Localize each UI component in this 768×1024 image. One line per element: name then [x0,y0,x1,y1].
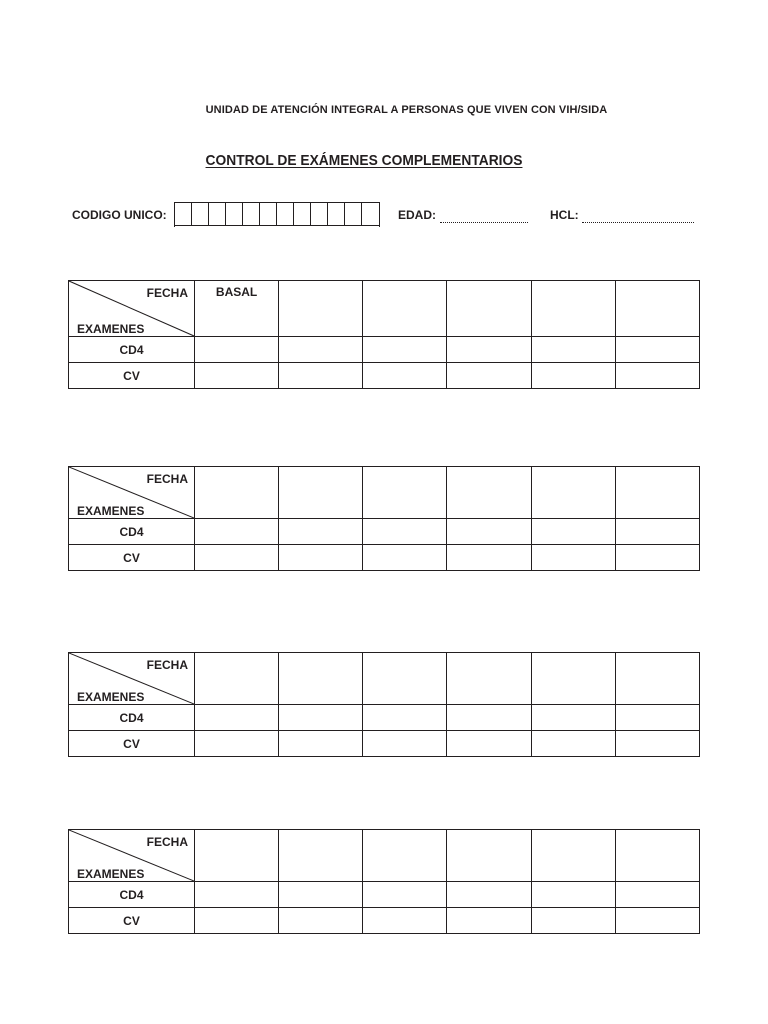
value-cell[interactable] [195,705,279,731]
value-cell[interactable] [363,545,447,571]
value-cell[interactable] [363,705,447,731]
code-box[interactable] [294,203,311,226]
code-box[interactable] [277,203,294,226]
table-row [69,363,700,389]
date-cell[interactable] [615,653,699,705]
corner-header [69,653,195,705]
date-cell[interactable] [447,653,531,705]
value-cell[interactable] [363,908,447,934]
date-cell[interactable] [363,653,447,705]
value-cell[interactable] [447,545,531,571]
date-cell[interactable] [531,467,615,519]
value-cell[interactable] [279,705,363,731]
code-box[interactable] [175,203,192,226]
date-cell[interactable] [531,830,615,882]
edad-label: EDAD: [398,208,436,222]
value-cell[interactable] [195,908,279,934]
value-cell[interactable] [615,705,699,731]
table-row [69,908,700,934]
exam-table-1 [68,280,700,389]
value-cell[interactable] [447,337,531,363]
code-box[interactable] [243,203,260,226]
value-cell[interactable] [279,519,363,545]
code-box[interactable] [209,203,226,226]
date-cell[interactable] [363,467,447,519]
fecha-label: FECHA [146,472,188,486]
date-cell[interactable] [279,653,363,705]
codigo-unico-label: CODIGO UNICO: [72,208,167,222]
date-cell[interactable] [363,830,447,882]
examenes-label: EXAMENES [77,322,145,336]
date-cell[interactable] [531,653,615,705]
value-cell[interactable] [363,337,447,363]
code-box[interactable] [226,203,243,226]
value-cell[interactable] [279,882,363,908]
exam-label-cd4: CD4 [69,882,195,908]
date-cell[interactable] [195,653,279,705]
value-cell[interactable] [195,882,279,908]
date-cell[interactable] [195,830,279,882]
value-cell[interactable] [363,882,447,908]
table-row [69,337,700,363]
value-cell[interactable] [531,545,615,571]
exam-label-cv: CV [69,731,195,757]
table-row [69,545,700,571]
table-row [69,731,700,757]
code-box[interactable] [362,203,379,226]
examenes-label: EXAMENES [77,690,145,704]
value-cell[interactable] [447,705,531,731]
exam-label-cd4: CD4 [69,519,195,545]
value-cell[interactable] [363,519,447,545]
date-cell[interactable] [279,830,363,882]
fecha-label: FECHA [146,835,188,849]
hcl-label: HCL: [550,208,579,222]
date-cell[interactable] [195,467,279,519]
value-cell[interactable] [531,731,615,757]
value-cell[interactable] [447,519,531,545]
exam-table-4 [68,829,700,934]
value-cell[interactable] [195,337,279,363]
value-cell[interactable] [615,545,699,571]
date-cell[interactable] [447,281,531,337]
code-box[interactable] [260,203,277,226]
date-cell-basal[interactable]: BASAL [195,281,279,337]
value-cell[interactable] [279,337,363,363]
value-cell[interactable] [195,545,279,571]
value-cell[interactable] [447,363,531,389]
table-row [69,705,700,731]
value-cell[interactable] [531,363,615,389]
code-box[interactable] [345,203,362,226]
value-cell[interactable] [615,363,699,389]
exam-label-cv: CV [69,908,195,934]
form-title: CONTROL DE EXÁMENES COMPLEMENTARIOS [205,152,523,169]
exam-label-cv: CV [69,363,195,389]
exam-table-2 [68,466,700,571]
date-cell[interactable] [531,281,615,337]
value-cell[interactable] [279,545,363,571]
date-cell[interactable] [447,467,531,519]
code-box[interactable] [328,203,345,226]
value-cell[interactable] [447,908,531,934]
value-cell[interactable] [195,363,279,389]
code-box[interactable] [311,203,328,226]
corner-header [69,281,195,337]
hcl-field[interactable] [582,222,694,223]
value-cell[interactable] [531,882,615,908]
exam-table-3 [68,652,700,757]
id-row [72,202,712,226]
value-cell[interactable] [195,519,279,545]
date-cell[interactable] [279,467,363,519]
value-cell[interactable] [279,363,363,389]
examenes-label: EXAMENES [77,867,145,881]
value-cell[interactable] [531,908,615,934]
corner-header [69,830,195,882]
code-box[interactable] [192,203,209,226]
value-cell[interactable] [615,731,699,757]
value-cell[interactable] [195,731,279,757]
codigo-unico-boxes[interactable] [174,202,380,227]
value-cell[interactable] [615,908,699,934]
table-row [69,882,700,908]
fecha-label: FECHA [146,286,188,300]
date-cell[interactable] [363,281,447,337]
examenes-label: EXAMENES [77,504,145,518]
fecha-label: FECHA [146,658,188,672]
corner-header [69,467,195,519]
value-cell[interactable] [363,731,447,757]
value-cell[interactable] [531,337,615,363]
exam-label-cv: CV [69,545,195,571]
date-cell[interactable] [615,467,699,519]
value-cell[interactable] [615,882,699,908]
exam-label-cd4: CD4 [69,705,195,731]
value-cell[interactable] [363,363,447,389]
value-cell[interactable] [615,337,699,363]
date-cell[interactable] [447,830,531,882]
table-row [69,519,700,545]
value-cell[interactable] [279,731,363,757]
date-cell[interactable] [615,830,699,882]
edad-field[interactable] [440,222,528,223]
date-cell[interactable] [615,281,699,337]
institution-name: UNIDAD DE ATENCIÓN INTEGRAL A PERSONAS QUE VIVEN CON VIH/SIDA [205,104,608,116]
exam-label-cd4: CD4 [69,337,195,363]
value-cell[interactable] [531,519,615,545]
value-cell[interactable] [447,882,531,908]
value-cell[interactable] [279,908,363,934]
date-cell[interactable] [279,281,363,337]
value-cell[interactable] [615,519,699,545]
value-cell[interactable] [447,731,531,757]
value-cell[interactable] [531,705,615,731]
